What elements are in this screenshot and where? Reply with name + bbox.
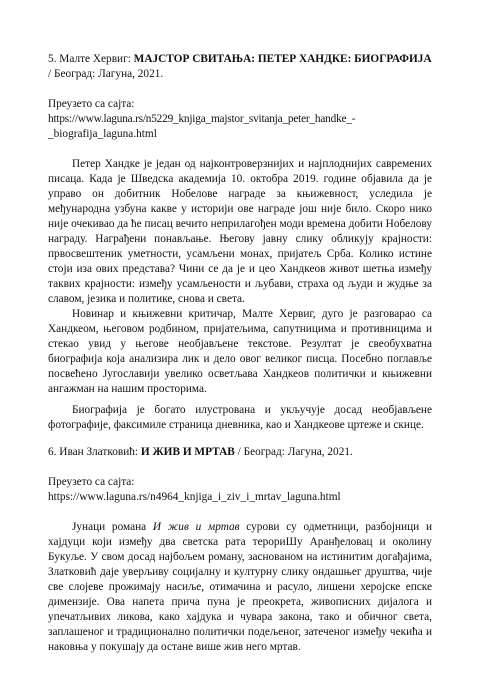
- entry5-url-line2: _biografija_laguna.html: [48, 128, 157, 140]
- entry5-description: [48, 157, 432, 433]
- entry6-url-line1: https://www.laguna.rs/n4964_knjiga_i_ziv_i_mrtav_laguna.html: [48, 491, 341, 503]
- entry5-title: МАЈСТОР СВИТАЊА: ПЕТЕР ХАНДКЕ: БИОГРАФИЈА: [133, 53, 432, 65]
- entry6-heading: [48, 445, 432, 460]
- entry5-paragraph-1: Петер Хандке је један од најконтроверзнијих и најплоднијих савремених писаца. Када је Шведска академија 10. октобра 2019. године објавила да је управо он добитник Нобелове награде за књижевност, уследила је међународна узбуна какве у историји ове награде још није било. Скоро нико није очекивао да ће писац вечито неприлагођен моди времена добити Нобелову награду. Награђени понављање. Његову јавну слику обликују крајности: првосвештеник уметности, усамљени монах, пријатељ Срба. Колико истине стоји иза ових представа? Чини се да је и цео Хандкеов живот шетња између таквих крајности: између усамљености и љубави, страха од људи и жудње за славом, језика и политике, снова и света.: [48, 158, 432, 305]
- entry5-publisher: / Београд: Лагуна, 2021.: [48, 68, 164, 80]
- entry5-source-label: Преузето са сајта:: [48, 98, 135, 110]
- entry5-heading: [48, 52, 432, 67]
- entry6-paragraph-1: [48, 520, 432, 655]
- entry5-paragraph-3: Биографија је богато илустрована и укључује досад необјављене фотографије, факсимиле страница дневника, као и Хандкеове цртеже и скице.: [48, 404, 432, 431]
- entry5-url-line1: https://www.laguna.rs/n5229_knjiga_majstor_svitanja_peter_handke_-: [48, 113, 356, 125]
- entry6-title: И ЖИВ И МРТАВ: [140, 446, 235, 458]
- entry5-paragraph-2: Новинар и књижевни критичар, Малте Хервиг, дуго је разговарао са Хандкеом, његовом родбином, пријатељима, сапутницима и противницима и стекао увид у његове необјављене текстове. Резултат је свеобухватна биографија која анализира лик и дело овог великог писца. Посебно поглавље посвећено Југославији увелико осветљава Хандкеов политички и књижевни ангажман на нашим просторима.: [48, 308, 432, 395]
- entry5-author: 5. Малте Хервиг:: [48, 53, 134, 65]
- entry6-paragraph-rest: сурови су одметници, разбојници и хајдуци који између два светска рата терориШу Аранђеловац и околину Букуље. У свом досад најбољем роману, заснованом на истинитим догађајима, Златковић даје уверљиву социјалну и културну слику ондашњег друштва, чије све слојеве прожимају насиље, отимачина и расуло, лишени херојске епске димензије. Ова напета прича пуна је преокрета, живописних дијалога и упечатљивих ликова, како хајдука и чувара закона, тако и обичног света, заплашеног и традиционално политички подељеног, затеченог између чекића и наковња у покушају да остане више жив него мртав.: [48, 521, 432, 653]
- entry6-author: 6. Иван Златковић:: [48, 446, 141, 458]
- entry6-description: [48, 520, 432, 655]
- entry6-paragraph-italic-title: И жив и мртав: [152, 521, 240, 533]
- entry6-publisher: / Београд: Лагуна, 2021.: [234, 446, 353, 458]
- entry6-paragraph-start: Јунаци романа: [72, 521, 153, 533]
- entry6-source-label: Преузето са сајта:: [48, 476, 135, 488]
